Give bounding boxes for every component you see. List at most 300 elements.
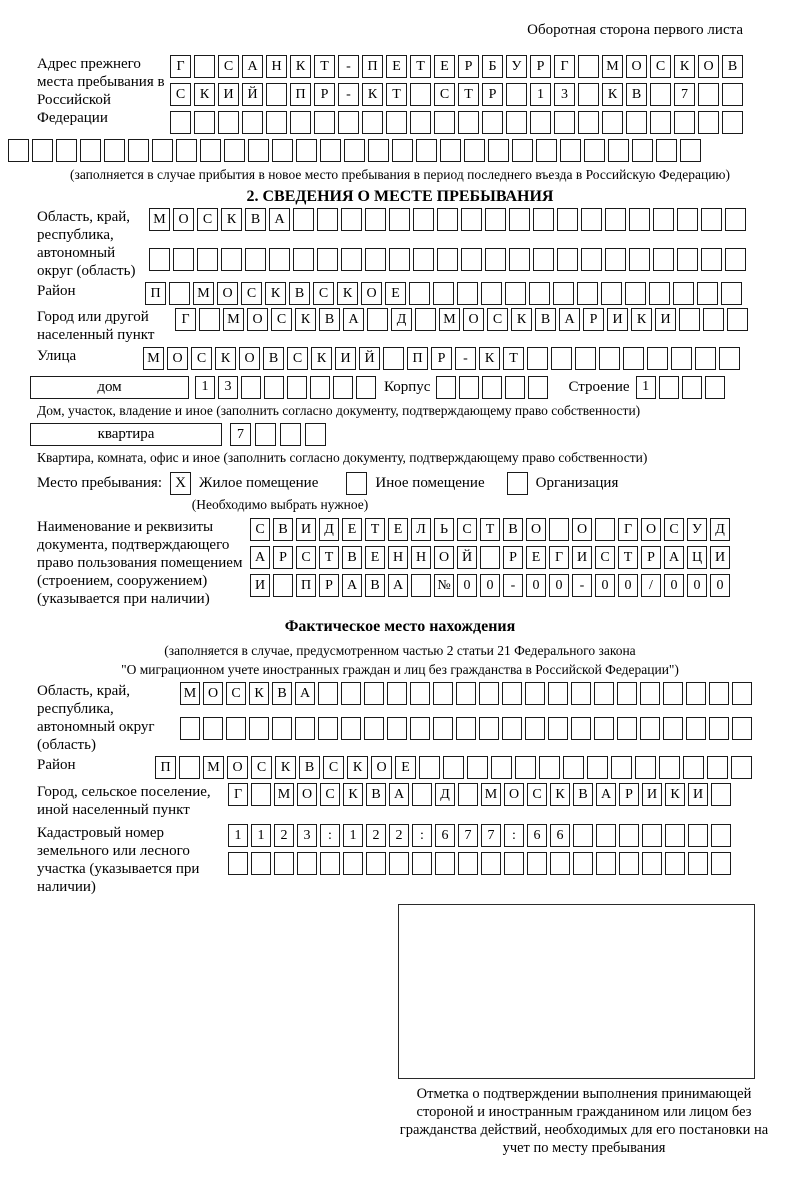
- char-cell[interactable]: А: [269, 208, 290, 231]
- char-cell[interactable]: [491, 756, 512, 779]
- char-cell[interactable]: -: [455, 347, 476, 370]
- char-cell[interactable]: 3: [297, 824, 317, 847]
- char-cell[interactable]: [485, 248, 506, 271]
- korpus-cells[interactable]: [436, 376, 548, 399]
- char-cell[interactable]: А: [664, 546, 684, 569]
- char-cell[interactable]: [632, 139, 653, 162]
- char-cell[interactable]: Р: [314, 83, 335, 106]
- char-cell[interactable]: [364, 682, 384, 705]
- char-cell[interactable]: [525, 682, 545, 705]
- char-cell[interactable]: К: [665, 783, 685, 806]
- char-cell[interactable]: В: [503, 518, 523, 541]
- char-cell[interactable]: [674, 111, 695, 134]
- char-cell[interactable]: О: [371, 756, 392, 779]
- char-cell[interactable]: 1: [195, 376, 215, 399]
- char-cell[interactable]: И: [296, 518, 316, 541]
- char-cell[interactable]: О: [227, 756, 248, 779]
- char-cell[interactable]: [679, 308, 700, 331]
- char-cell[interactable]: И: [335, 347, 356, 370]
- char-cell[interactable]: [387, 682, 407, 705]
- char-cell[interactable]: [626, 111, 647, 134]
- char-cell[interactable]: [266, 111, 287, 134]
- char-cell[interactable]: К: [550, 783, 570, 806]
- char-cell[interactable]: С: [650, 55, 671, 78]
- char-cell[interactable]: П: [296, 574, 316, 597]
- char-cell[interactable]: [709, 717, 729, 740]
- char-cell[interactable]: 7: [230, 423, 251, 446]
- char-cell[interactable]: [599, 347, 620, 370]
- char-cell[interactable]: М: [481, 783, 501, 806]
- char-cell[interactable]: Т: [410, 55, 431, 78]
- char-cell[interactable]: [502, 682, 522, 705]
- char-cell[interactable]: [383, 347, 404, 370]
- char-cell[interactable]: В: [273, 518, 293, 541]
- char-cell[interactable]: Л: [411, 518, 431, 541]
- char-cell[interactable]: [650, 83, 671, 106]
- char-cell[interactable]: -: [338, 83, 359, 106]
- char-cell[interactable]: Е: [388, 518, 408, 541]
- char-cell[interactable]: 0: [710, 574, 730, 597]
- char-cell[interactable]: [293, 248, 314, 271]
- char-cell[interactable]: [410, 717, 430, 740]
- char-cell[interactable]: К: [265, 282, 286, 305]
- char-cell[interactable]: [176, 139, 197, 162]
- char-cell[interactable]: Б: [482, 55, 503, 78]
- char-cell[interactable]: [179, 756, 200, 779]
- char-cell[interactable]: [571, 682, 591, 705]
- checkbox-inoe-pomeshchenie[interactable]: [346, 472, 367, 495]
- char-cell[interactable]: Р: [458, 55, 479, 78]
- char-cell[interactable]: О: [203, 682, 223, 705]
- char-cell[interactable]: Г: [228, 783, 248, 806]
- char-cell[interactable]: [554, 111, 575, 134]
- char-cell[interactable]: [341, 208, 362, 231]
- char-cell[interactable]: 0: [664, 574, 684, 597]
- char-cell[interactable]: М: [180, 682, 200, 705]
- char-cell[interactable]: В: [573, 783, 593, 806]
- char-cell[interactable]: [433, 717, 453, 740]
- char-cell[interactable]: 1: [530, 83, 551, 106]
- char-cell[interactable]: [560, 139, 581, 162]
- char-cell[interactable]: [698, 83, 719, 106]
- char-cell[interactable]: К: [194, 83, 215, 106]
- char-cell[interactable]: [434, 111, 455, 134]
- char-cell[interactable]: [530, 111, 551, 134]
- char-cell[interactable]: [170, 111, 191, 134]
- char-cell[interactable]: С: [323, 756, 344, 779]
- char-cell[interactable]: [443, 756, 464, 779]
- char-cell[interactable]: [293, 208, 314, 231]
- char-cell[interactable]: [199, 308, 220, 331]
- char-cell[interactable]: [341, 248, 362, 271]
- char-cell[interactable]: [682, 376, 702, 399]
- char-cell[interactable]: С: [434, 83, 455, 106]
- char-cell[interactable]: [625, 282, 646, 305]
- char-cell[interactable]: [482, 111, 503, 134]
- char-cell[interactable]: [707, 756, 728, 779]
- char-cell[interactable]: [512, 139, 533, 162]
- char-cell[interactable]: [650, 111, 671, 134]
- char-cell[interactable]: [578, 55, 599, 78]
- char-cell[interactable]: [647, 347, 668, 370]
- char-cell[interactable]: А: [242, 55, 263, 78]
- char-cell[interactable]: [683, 756, 704, 779]
- char-cell[interactable]: [249, 717, 269, 740]
- char-cell[interactable]: [169, 282, 190, 305]
- char-cell[interactable]: [410, 111, 431, 134]
- char-cell[interactable]: С: [287, 347, 308, 370]
- char-cell[interactable]: 7: [674, 83, 695, 106]
- char-cell[interactable]: 3: [554, 83, 575, 106]
- char-cell[interactable]: С: [527, 783, 547, 806]
- char-cell[interactable]: [387, 717, 407, 740]
- char-cell[interactable]: [344, 139, 365, 162]
- char-cell[interactable]: [505, 282, 526, 305]
- char-cell[interactable]: [549, 518, 569, 541]
- char-cell[interactable]: [506, 111, 527, 134]
- char-cell[interactable]: С: [170, 83, 191, 106]
- dom-number-cells[interactable]: [195, 376, 376, 399]
- char-cell[interactable]: [320, 852, 340, 875]
- char-cell[interactable]: 0: [457, 574, 477, 597]
- char-cell[interactable]: [665, 852, 685, 875]
- char-cell[interactable]: [365, 208, 386, 231]
- char-cell[interactable]: А: [388, 574, 408, 597]
- char-cell[interactable]: [602, 111, 623, 134]
- fact-oblast-row-1[interactable]: [180, 682, 752, 705]
- char-cell[interactable]: [581, 208, 602, 231]
- char-cell[interactable]: [203, 717, 223, 740]
- char-cell[interactable]: И: [572, 546, 592, 569]
- char-cell[interactable]: [437, 208, 458, 231]
- char-cell[interactable]: К: [215, 347, 236, 370]
- char-cell[interactable]: [482, 376, 502, 399]
- char-cell[interactable]: [533, 248, 554, 271]
- char-cell[interactable]: О: [297, 783, 317, 806]
- char-cell[interactable]: Е: [385, 282, 406, 305]
- char-cell[interactable]: Т: [386, 83, 407, 106]
- char-cell[interactable]: И: [688, 783, 708, 806]
- char-cell[interactable]: [413, 208, 434, 231]
- prev-address-row-1[interactable]: [170, 55, 743, 78]
- char-cell[interactable]: Й: [359, 347, 380, 370]
- char-cell[interactable]: [366, 852, 386, 875]
- char-cell[interactable]: 0: [480, 574, 500, 597]
- char-cell[interactable]: Д: [391, 308, 412, 331]
- char-cell[interactable]: П: [290, 83, 311, 106]
- char-cell[interactable]: [419, 756, 440, 779]
- char-cell[interactable]: [440, 139, 461, 162]
- char-cell[interactable]: [317, 208, 338, 231]
- char-cell[interactable]: [273, 574, 293, 597]
- char-cell[interactable]: [362, 111, 383, 134]
- char-cell[interactable]: [461, 208, 482, 231]
- char-cell[interactable]: [640, 717, 660, 740]
- char-cell[interactable]: [663, 717, 683, 740]
- char-cell[interactable]: М: [203, 756, 224, 779]
- char-cell[interactable]: [577, 282, 598, 305]
- char-cell[interactable]: [458, 783, 478, 806]
- char-cell[interactable]: Н: [388, 546, 408, 569]
- char-cell[interactable]: М: [602, 55, 623, 78]
- char-cell[interactable]: [506, 83, 527, 106]
- char-cell[interactable]: О: [247, 308, 268, 331]
- char-cell[interactable]: /: [641, 574, 661, 597]
- char-cell[interactable]: [587, 756, 608, 779]
- char-cell[interactable]: С: [320, 783, 340, 806]
- char-cell[interactable]: [575, 347, 596, 370]
- char-cell[interactable]: [248, 139, 269, 162]
- char-cell[interactable]: [527, 852, 547, 875]
- char-cell[interactable]: С: [241, 282, 262, 305]
- char-cell[interactable]: Ц: [687, 546, 707, 569]
- char-cell[interactable]: [180, 717, 200, 740]
- oblast-row-2[interactable]: [149, 248, 746, 271]
- char-cell[interactable]: [297, 852, 317, 875]
- char-cell[interactable]: [697, 282, 718, 305]
- char-cell[interactable]: И: [655, 308, 676, 331]
- char-cell[interactable]: [732, 717, 752, 740]
- char-cell[interactable]: [515, 756, 536, 779]
- char-cell[interactable]: 0: [526, 574, 546, 597]
- char-cell[interactable]: О: [504, 783, 524, 806]
- char-cell[interactable]: [338, 111, 359, 134]
- char-cell[interactable]: К: [631, 308, 652, 331]
- char-cell[interactable]: Г: [175, 308, 196, 331]
- char-cell[interactable]: С: [218, 55, 239, 78]
- char-cell[interactable]: О: [361, 282, 382, 305]
- char-cell[interactable]: А: [250, 546, 270, 569]
- char-cell[interactable]: С: [487, 308, 508, 331]
- char-cell[interactable]: Р: [641, 546, 661, 569]
- char-cell[interactable]: [617, 717, 637, 740]
- char-cell[interactable]: [686, 682, 706, 705]
- char-cell[interactable]: Ь: [434, 518, 454, 541]
- char-cell[interactable]: [671, 347, 692, 370]
- char-cell[interactable]: 6: [527, 824, 547, 847]
- char-cell[interactable]: :: [412, 824, 432, 847]
- char-cell[interactable]: 0: [595, 574, 615, 597]
- char-cell[interactable]: 1: [343, 824, 363, 847]
- prev-address-row-4[interactable]: [8, 139, 800, 162]
- kvartira-cells[interactable]: [230, 423, 326, 446]
- char-cell[interactable]: К: [311, 347, 332, 370]
- char-cell[interactable]: [272, 717, 292, 740]
- char-cell[interactable]: [356, 376, 376, 399]
- char-cell[interactable]: №: [434, 574, 454, 597]
- char-cell[interactable]: Й: [457, 546, 477, 569]
- char-cell[interactable]: [677, 208, 698, 231]
- char-cell[interactable]: Р: [503, 546, 523, 569]
- char-cell[interactable]: С: [251, 756, 272, 779]
- char-cell[interactable]: [601, 282, 622, 305]
- char-cell[interactable]: К: [275, 756, 296, 779]
- char-cell[interactable]: [367, 308, 388, 331]
- char-cell[interactable]: [56, 139, 77, 162]
- char-cell[interactable]: [573, 852, 593, 875]
- char-cell[interactable]: [341, 717, 361, 740]
- char-cell[interactable]: Е: [342, 518, 362, 541]
- ulitsa-cells[interactable]: [143, 347, 740, 370]
- char-cell[interactable]: 1: [636, 376, 656, 399]
- char-cell[interactable]: [245, 248, 266, 271]
- char-cell[interactable]: [415, 308, 436, 331]
- char-cell[interactable]: Т: [458, 83, 479, 106]
- char-cell[interactable]: В: [626, 83, 647, 106]
- char-cell[interactable]: [528, 376, 548, 399]
- char-cell[interactable]: Т: [618, 546, 638, 569]
- char-cell[interactable]: Е: [365, 546, 385, 569]
- char-cell[interactable]: [341, 682, 361, 705]
- char-cell[interactable]: [226, 717, 246, 740]
- char-cell[interactable]: Г: [170, 55, 191, 78]
- char-cell[interactable]: [719, 347, 740, 370]
- char-cell[interactable]: [435, 852, 455, 875]
- char-cell[interactable]: [411, 574, 431, 597]
- char-cell[interactable]: Р: [482, 83, 503, 106]
- char-cell[interactable]: [571, 717, 591, 740]
- rayon-cells[interactable]: [145, 282, 742, 305]
- char-cell[interactable]: И: [642, 783, 662, 806]
- char-cell[interactable]: Р: [319, 574, 339, 597]
- char-cell[interactable]: [623, 347, 644, 370]
- char-cell[interactable]: [433, 282, 454, 305]
- char-cell[interactable]: О: [698, 55, 719, 78]
- char-cell[interactable]: К: [479, 347, 500, 370]
- char-cell[interactable]: М: [274, 783, 294, 806]
- fact-rayon-cells[interactable]: [155, 756, 752, 779]
- char-cell[interactable]: -: [338, 55, 359, 78]
- char-cell[interactable]: [412, 852, 432, 875]
- char-cell[interactable]: О: [217, 282, 238, 305]
- char-cell[interactable]: Д: [319, 518, 339, 541]
- char-cell[interactable]: [152, 139, 173, 162]
- fact-oblast-row-2[interactable]: [180, 717, 752, 740]
- char-cell[interactable]: [305, 423, 326, 446]
- char-cell[interactable]: В: [272, 682, 292, 705]
- char-cell[interactable]: [617, 682, 637, 705]
- char-cell[interactable]: Р: [530, 55, 551, 78]
- char-cell[interactable]: [688, 824, 708, 847]
- char-cell[interactable]: [732, 682, 752, 705]
- char-cell[interactable]: [314, 111, 335, 134]
- char-cell[interactable]: А: [343, 308, 364, 331]
- char-cell[interactable]: [456, 682, 476, 705]
- char-cell[interactable]: [317, 248, 338, 271]
- char-cell[interactable]: [635, 756, 656, 779]
- char-cell[interactable]: [594, 717, 614, 740]
- char-cell[interactable]: [296, 139, 317, 162]
- char-cell[interactable]: [481, 282, 502, 305]
- char-cell[interactable]: [365, 248, 386, 271]
- char-cell[interactable]: [573, 824, 593, 847]
- char-cell[interactable]: К: [343, 783, 363, 806]
- char-cell[interactable]: С: [191, 347, 212, 370]
- char-cell[interactable]: [595, 518, 615, 541]
- char-cell[interactable]: И: [607, 308, 628, 331]
- char-cell[interactable]: С: [197, 208, 218, 231]
- char-cell[interactable]: [409, 282, 430, 305]
- checkbox-zhiloe-pomeshchenie[interactable]: X: [170, 472, 191, 495]
- char-cell[interactable]: [436, 376, 456, 399]
- char-cell[interactable]: И: [250, 574, 270, 597]
- char-cell[interactable]: К: [249, 682, 269, 705]
- checkbox-organizatsiya[interactable]: [507, 472, 528, 495]
- char-cell[interactable]: [673, 282, 694, 305]
- char-cell[interactable]: Н: [411, 546, 431, 569]
- char-cell[interactable]: Д: [435, 783, 455, 806]
- char-cell[interactable]: К: [221, 208, 242, 231]
- char-cell[interactable]: П: [155, 756, 176, 779]
- char-cell[interactable]: [605, 208, 626, 231]
- char-cell[interactable]: [287, 376, 307, 399]
- char-cell[interactable]: В: [365, 574, 385, 597]
- char-cell[interactable]: [128, 139, 149, 162]
- char-cell[interactable]: :: [320, 824, 340, 847]
- char-cell[interactable]: С: [664, 518, 684, 541]
- char-cell[interactable]: П: [145, 282, 166, 305]
- char-cell[interactable]: [457, 282, 478, 305]
- char-cell[interactable]: Р: [583, 308, 604, 331]
- char-cell[interactable]: О: [526, 518, 546, 541]
- char-cell[interactable]: К: [674, 55, 695, 78]
- char-cell[interactable]: 1: [251, 824, 271, 847]
- char-cell[interactable]: -: [572, 574, 592, 597]
- char-cell[interactable]: [594, 682, 614, 705]
- char-cell[interactable]: В: [342, 546, 362, 569]
- char-cell[interactable]: А: [559, 308, 580, 331]
- char-cell[interactable]: [563, 756, 584, 779]
- char-cell[interactable]: [412, 783, 432, 806]
- char-cell[interactable]: [32, 139, 53, 162]
- char-cell[interactable]: [194, 111, 215, 134]
- kadastr-row-1[interactable]: [228, 824, 731, 847]
- char-cell[interactable]: [269, 248, 290, 271]
- char-cell[interactable]: 3: [218, 376, 238, 399]
- char-cell[interactable]: [701, 248, 722, 271]
- char-cell[interactable]: [731, 756, 752, 779]
- char-cell[interactable]: Й: [242, 83, 263, 106]
- char-cell[interactable]: Е: [386, 55, 407, 78]
- char-cell[interactable]: [485, 208, 506, 231]
- char-cell[interactable]: [711, 783, 731, 806]
- char-cell[interactable]: [642, 852, 662, 875]
- stroenie-cells[interactable]: [636, 376, 725, 399]
- char-cell[interactable]: [539, 756, 560, 779]
- char-cell[interactable]: [173, 248, 194, 271]
- char-cell[interactable]: [725, 248, 746, 271]
- char-cell[interactable]: 6: [550, 824, 570, 847]
- char-cell[interactable]: [410, 682, 430, 705]
- char-cell[interactable]: [364, 717, 384, 740]
- char-cell[interactable]: [218, 111, 239, 134]
- char-cell[interactable]: К: [290, 55, 311, 78]
- char-cell[interactable]: К: [602, 83, 623, 106]
- char-cell[interactable]: С: [313, 282, 334, 305]
- char-cell[interactable]: [663, 682, 683, 705]
- char-cell[interactable]: [698, 111, 719, 134]
- char-cell[interactable]: [481, 852, 501, 875]
- gorod-cells[interactable]: [175, 308, 748, 331]
- char-cell[interactable]: И: [710, 546, 730, 569]
- char-cell[interactable]: К: [511, 308, 532, 331]
- char-cell[interactable]: [581, 248, 602, 271]
- char-cell[interactable]: П: [362, 55, 383, 78]
- char-cell[interactable]: [264, 376, 284, 399]
- char-cell[interactable]: [266, 83, 287, 106]
- char-cell[interactable]: [389, 852, 409, 875]
- char-cell[interactable]: [596, 824, 616, 847]
